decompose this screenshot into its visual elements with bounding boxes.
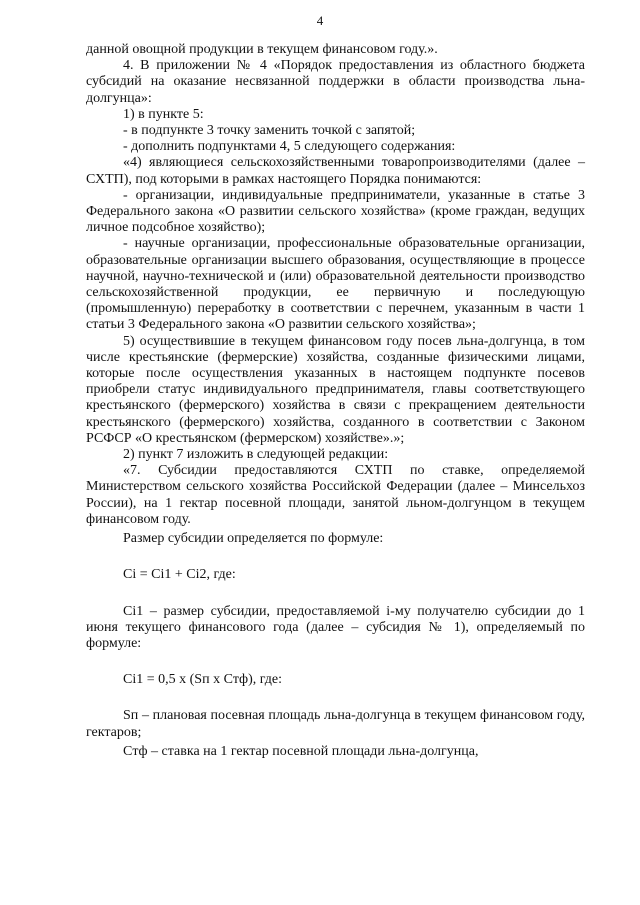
paragraph-dash-scientific: - научные организации, профессиональные образовательные организации, образовательные организации высшего образования, осуществляющие в процессе научной, научно-технической и (или) образовательной деятельности производство сельскохозяйственной продукции, ее первичную и последующую (промышленную) переработку в соответствии с перечнем, указанным в части 1 статьи 3 Федерального закона «О развитии сельского хозяйства»;	[86, 236, 585, 333]
formula-ci1: Ci1 = 0,5 x (Sп x Cтф), где:	[123, 672, 283, 688]
paragraph-formula-intro: Размер субсидии определяется по формуле:	[123, 531, 384, 547]
page-number: 4	[316, 13, 324, 28]
paragraph-dash-add: - дополнить подпунктами 4, 5 следующего содержания:	[123, 139, 456, 155]
formula-total: Ci = Ci1 + Ci2, где:	[123, 567, 236, 583]
paragraph-dash-organizations: - организации, индивидуальные предприниматели, указанные в статье 3 Федерального закона «О развитии сельского хозяйства» (кроме граждан, ведущих личное подсобное хозяйство);	[86, 187, 585, 236]
paragraph-point-7: «7. Субсидии предоставляются СХТП по ставке, определяемой Министерством сельского хозяйства Российской Федерации (далее – Минсельхоз России), на 1 гектар посевной площади, занятой льном-долгунцом в текущем финансовом году.	[86, 463, 585, 527]
paragraph-subitem-2: 2) пункт 7 изложить в следующей редакции:	[123, 447, 389, 463]
paragraph-item-4: 4. В приложении № 4 «Порядок предоставления из областного бюджета субсидий на оказание несвязанной поддержки в области производства льна-долгунца»:	[86, 58, 585, 106]
paragraph-sp-definition: Sп – плановая посевная площадь льна-долгунца в текущем финансовом году, гектаров;	[86, 708, 585, 740]
paragraph-ctf-definition: Cтф – ставка на 1 гектар посевной площади льна-долгунца,	[123, 743, 479, 759]
paragraph-continuation: данной овощной продукции в текущем финансовом году.».	[86, 42, 438, 57]
paragraph-subpoint-4: «4) являющиеся сельскохозяйственными товаропроизводителями (далее – СХТП), под которыми в рамках настоящего Порядка понимаются:	[86, 155, 585, 187]
paragraph-dash-replace: - в подпункте 3 точку заменить точкой с запятой;	[123, 123, 416, 139]
paragraph-ci1-definition: Ci1 – размер субсидии, предоставляемой i-му получателю субсидии до 1 июня текущего финансового года (далее – субсидия № 1), определяемый по формуле:	[86, 603, 585, 651]
paragraph-subitem-1: 1) в пункте 5:	[123, 106, 204, 122]
document-body	[86, 42, 585, 760]
paragraph-subpoint-5: 5) осуществившие в текущем финансовом году посев льна-долгунца, в том числе крестьянские (фермерские) хозяйства, созданные физическими лицами, которые после осуществления указанных в настоящем подпункте посевов приобрели статус индивидуального предпринимателя, главы соответствующего крестьянского (фермерского) хозяйства в связи с прекращением деятельности крестьянского (фермерского) хозяйства, созданного в соответствии с Законом РСФСР «О крестьянском (фермерском) хозяйстве».»;	[86, 333, 585, 446]
